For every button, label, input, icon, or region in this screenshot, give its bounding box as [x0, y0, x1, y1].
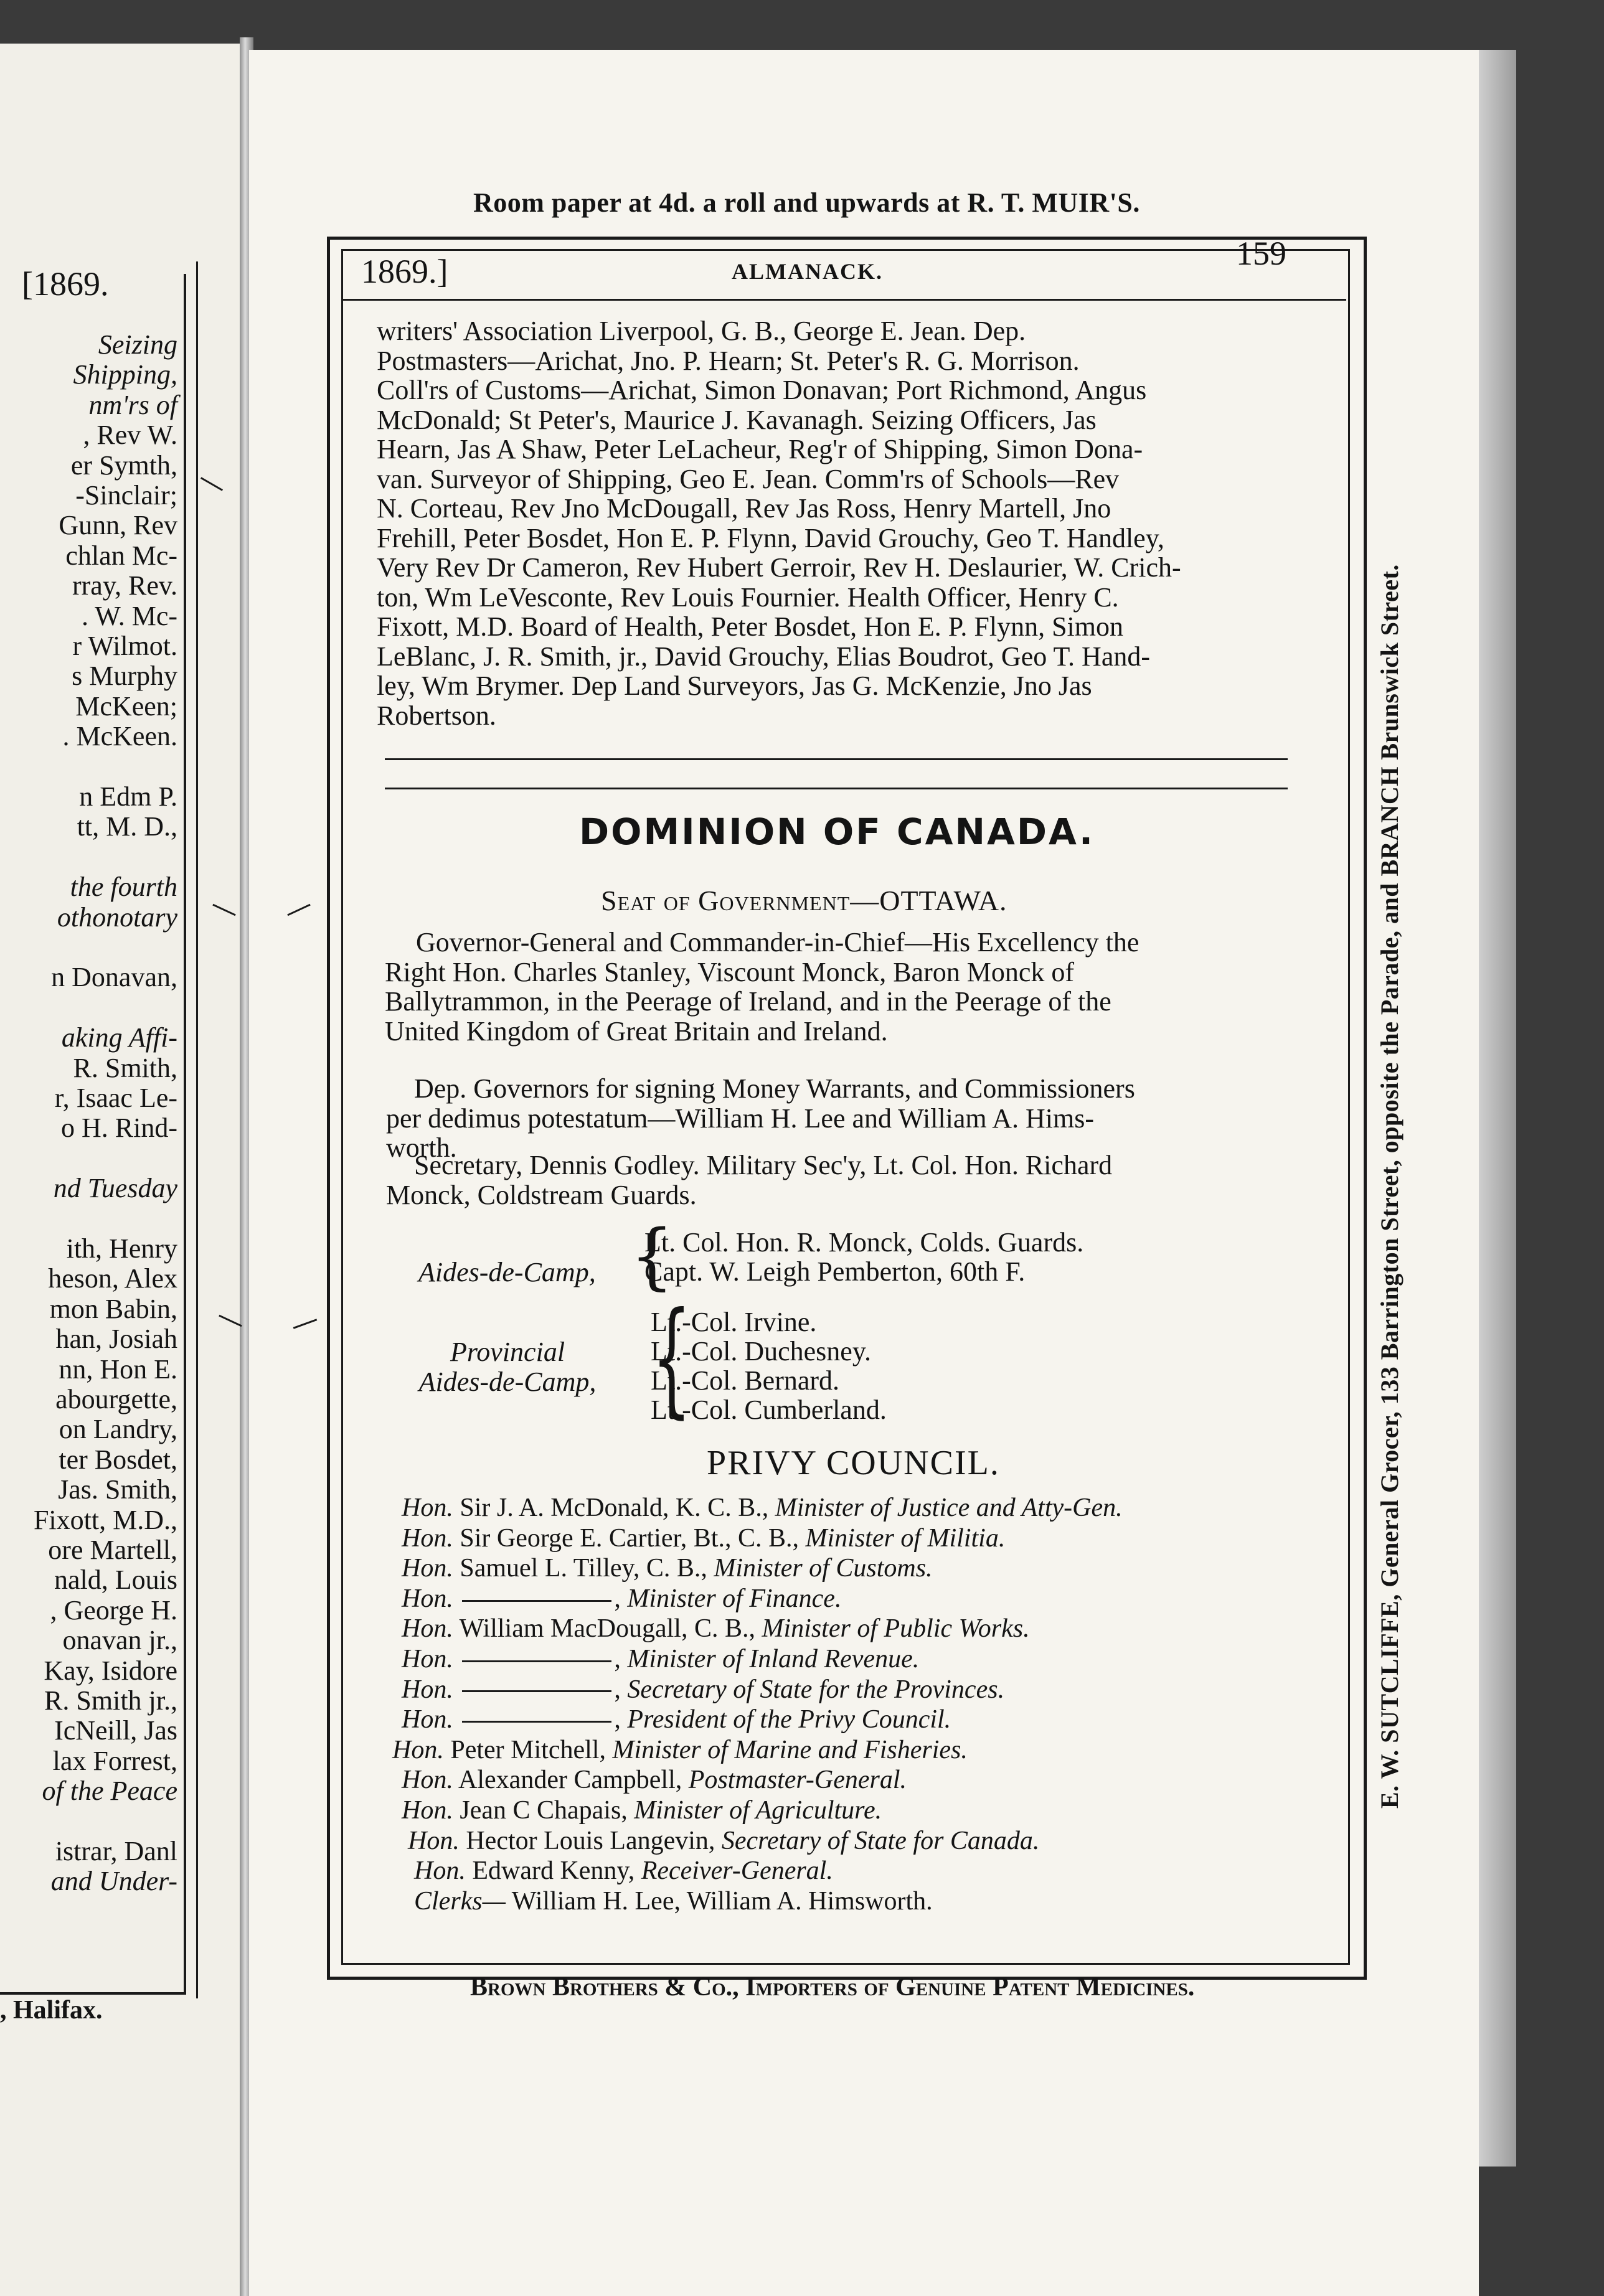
council-row — [408, 1826, 1123, 1856]
text-line: Postmasters—Arichat, Jno. P. Hearn; St. Peter's R. G. Morrison. — [377, 345, 1080, 376]
council-prefix: Hon. — [414, 1856, 466, 1886]
page-edge — [1479, 50, 1516, 2167]
left-page-line: ith, Henry — [66, 1233, 177, 1264]
left-page-line: s Murphy — [72, 661, 177, 692]
left-page-line: ter Bosdet, — [59, 1444, 177, 1475]
left-page-line: r Wilmot. — [72, 631, 177, 661]
top-advertisement: Room paper at 4d. a roll and upwards at R. T. MUIR'S. — [473, 187, 1140, 218]
left-page-line: o H. Rind- — [61, 1113, 177, 1144]
left-page-line: nd Tuesday — [53, 1173, 177, 1204]
text-line: Dep. Governors for signing Money Warrants, and Commissioners — [414, 1073, 1135, 1104]
bottom-advertisement: Brown Brothers & Co., Importers of Genuine Patent Medicines. — [470, 1973, 1195, 2002]
left-page-line: rray, Rev. — [72, 570, 177, 601]
council-member: Samuel L. Tilley, C. B., — [460, 1554, 707, 1583]
text-line: ton, Wm LeVesconte, Rev Louis Fournier. Health Officer, Henry C. — [377, 581, 1119, 613]
council-member: Alexander Campbell, — [458, 1766, 682, 1795]
council-row: Hon. , Minister of Finance. — [402, 1584, 842, 1613]
council-role: Minister of Militia. — [805, 1523, 1006, 1553]
vacant-dash — [462, 1721, 611, 1723]
section-rule-top — [385, 758, 1288, 760]
text-line: Right Hon. Charles Stanley, Viscount Monck, Baron Monck of — [385, 956, 1075, 987]
left-page-line: R. Smith jr., — [44, 1685, 177, 1716]
vacant-dash — [462, 1600, 611, 1602]
richmond-officials-paragraph — [377, 316, 1304, 730]
left-page-line: Kay, Isidore — [44, 1655, 177, 1686]
council-row — [414, 1886, 1123, 1917]
council-member: Jean C Chapais, — [460, 1795, 628, 1825]
left-page-line: IcNeill, Jas — [54, 1715, 177, 1746]
council-prefix: Hon. — [402, 1554, 453, 1583]
text-line: Ballytrammon, in the Peerage of Ireland, and in the Peerage of the — [385, 986, 1111, 1017]
left-page-line: Gunn, Rev — [59, 510, 177, 541]
council-row — [392, 1735, 1123, 1766]
vacant-dash — [462, 1690, 611, 1692]
text-line: van. Surveyor of Shipping, Geo E. Jean. Comm'rs of Schools—Rev — [377, 463, 1120, 494]
council-prefix: Hon. — [402, 1795, 453, 1825]
section-rule-bottom — [385, 788, 1288, 789]
text-line: LeBlanc, J. R. Smith, jr., David Grouchy, Elias Boudrot, Geo T. Hand- — [377, 641, 1151, 672]
left-page-line: Fixott, M.D., — [33, 1504, 177, 1535]
council-prefix: Hon. — [392, 1735, 444, 1764]
council-row: Hon. , Minister of Inland Revenue. — [402, 1644, 920, 1673]
text-line: Secretary, Dennis Godley. Military Sec'y, Lt. Col. Hon. Richard — [414, 1150, 1113, 1180]
left-page-line: . McKeen. — [62, 721, 177, 752]
council-row — [402, 1614, 1123, 1644]
text-line: Fixott, M.D. Board of Health, Peter Bosdet, Hon E. P. Flynn, Simon — [377, 611, 1123, 642]
text-line: ley, Wm Brymer. Dep Land Surveyors, Jas G. McKenzie, Jno Jas — [377, 670, 1092, 701]
left-page-line: lax Forrest, — [52, 1745, 177, 1776]
left-page-line: the fourth — [70, 872, 177, 903]
text-line: Monck, Coldstream Guards. — [386, 1179, 697, 1210]
council-role: President of the Privy Council. — [627, 1705, 951, 1734]
left-page-line: heson, Alex — [48, 1263, 177, 1294]
left-page-line: istrar, Danl — [55, 1836, 177, 1866]
aides-de-camp-list — [644, 1228, 1083, 1286]
list-item: Capt. W. Leigh Pemberton, 60th F. — [644, 1256, 1026, 1287]
left-page-line: han, Josiah — [55, 1324, 177, 1355]
provincial-aides-label — [395, 1337, 620, 1397]
left-page-line: onavan jr., — [62, 1625, 177, 1656]
council-member: Sir J. A. McDonald, K. C. B., — [460, 1494, 769, 1522]
council-row — [402, 1553, 1123, 1584]
vacant-dash — [462, 1660, 611, 1662]
left-page-line: chlan Mc- — [65, 540, 177, 571]
council-prefix: Hon. — [402, 1705, 453, 1734]
council-prefix: Hon. — [402, 1494, 453, 1522]
council-role: Minister of Agriculture. — [634, 1795, 882, 1825]
aides-de-camp-label: Aides-de-Camp, — [418, 1257, 596, 1287]
council-prefix: Hon. — [402, 1584, 453, 1613]
council-prefix: Hon. — [402, 1644, 453, 1673]
header-rule — [342, 299, 1346, 301]
left-page-line: nald, Louis — [54, 1564, 177, 1596]
council-role: Minister of Inland Revenue. — [627, 1644, 920, 1673]
left-page-line: r, Isaac Le- — [54, 1083, 177, 1113]
section-title: DOMINION OF CANADA. — [579, 811, 1095, 853]
text-line: writers' Association Liverpool, G. B., George E. Jean. Dep. — [377, 316, 1026, 346]
council-member: Hector Louis Langevin, — [466, 1826, 715, 1855]
text-line: Very Rev Dr Cameron, Rev Hubert Gerroir, Rev H. Deslaurier, W. Crich- — [377, 552, 1181, 583]
text-line: Frehill, Peter Bosdet, Hon E. P. Flynn, David Grouchy, Geo T. Handley, — [377, 522, 1164, 553]
list-item: Lt.-Col. Irvine. — [651, 1307, 817, 1337]
left-page-line: , Rev W. — [83, 420, 177, 451]
left-page-line: of the Peace — [42, 1776, 177, 1807]
council-prefix: Hon. — [408, 1826, 460, 1855]
privy-council-title: PRIVY COUNCIL. — [707, 1444, 1000, 1482]
council-prefix: Hon. — [402, 1675, 453, 1704]
council-row — [414, 1856, 1123, 1886]
left-page-line: tt, M. D., — [77, 811, 177, 842]
provincial-aides-list — [651, 1307, 887, 1424]
left-page-line: n Edm P. — [79, 781, 177, 812]
left-page-line: ore Martell, — [48, 1535, 177, 1565]
left-page-line: R. Smith, — [73, 1052, 177, 1083]
secretary-paragraph — [386, 1150, 1323, 1210]
council-role: Minister of Justice and Atty-Gen. — [775, 1494, 1123, 1522]
left-page-line: , George H. — [50, 1594, 177, 1626]
council-role: Secretary of State for the Provinces. — [627, 1675, 1005, 1704]
council-role: Minister of Marine and Fisheries. — [612, 1735, 968, 1764]
left-page-line: er Symth, — [70, 449, 177, 481]
left-page-line: on Landry, — [59, 1414, 177, 1445]
left-page-footer: , Halifax. — [0, 1996, 103, 2025]
text-line: Governor-General and Commander-in-Chief—His Excellency the — [416, 927, 1139, 957]
council-member: Edward Kenny, — [472, 1856, 635, 1886]
council-role: Receiver-General. — [641, 1856, 833, 1886]
text-line: worth. — [386, 1132, 457, 1163]
text-line: N. Corteau, Rev Jno McDougall, Rev Jas Ross, Henry Martell, Jno — [377, 493, 1111, 524]
left-page-line: abourgette, — [55, 1384, 177, 1414]
list-item: Lt.-Col. Bernard. — [651, 1365, 840, 1396]
left-page-line: n Donavan, — [51, 962, 177, 993]
council-role: Postmaster-General. — [688, 1766, 907, 1795]
council-role: Minister of Customs. — [714, 1554, 933, 1583]
council-role: Minister of Public Works. — [762, 1614, 1030, 1644]
list-item: Lt. Col. Hon. R. Monck, Colds. Guards. — [644, 1227, 1084, 1258]
council-member: Peter Mitchell, — [450, 1735, 606, 1764]
left-page-line: . W. Mc- — [82, 600, 177, 631]
privy-council-list — [392, 1493, 1123, 1916]
council-row — [402, 1795, 1123, 1826]
council-row: Hon. , Secretary of State for the Provinces. — [402, 1675, 1005, 1704]
label-line: Aides-de-Camp, — [418, 1367, 597, 1397]
council-role: Secretary of State for Canada. — [721, 1826, 1040, 1855]
label-line: Provincial — [450, 1337, 565, 1367]
left-page-line: mon Babin, — [49, 1293, 177, 1324]
council-row — [402, 1493, 1123, 1523]
aides-brace: { — [630, 1213, 674, 1298]
left-page-line: -Sinclair; — [75, 480, 177, 510]
seat-of-government: Seat of Government—OTTAWA. — [601, 885, 1007, 916]
left-page-line: othonotary — [57, 901, 177, 933]
left-page-line: Jas. Smith, — [58, 1474, 177, 1505]
left-page-year: [1869. — [22, 265, 109, 303]
council-prefix: Hon. — [402, 1614, 453, 1644]
left-page-line: McKeen; — [75, 690, 177, 722]
text-line: Hearn, Jas A Shaw, Peter LeLacheur, Reg'r of Shipping, Simon Dona- — [377, 434, 1143, 464]
left-page-line: nm'rs of — [88, 389, 177, 420]
council-member: William MacDougall, C. B., — [459, 1614, 756, 1644]
council-member: Sir George E. Cartier, Bt., C. B., — [460, 1523, 799, 1553]
header-year: 1869.] — [361, 253, 448, 290]
left-page-line: nn, Hon E. — [59, 1353, 177, 1385]
header-title: ALMANACK. — [732, 259, 883, 284]
list-item: Lt.-Col. Duchesney. — [651, 1336, 871, 1367]
text-line: Robertson. — [377, 700, 496, 731]
left-page-line: Seizing — [98, 329, 177, 360]
governor-general-paragraph — [385, 928, 1319, 1046]
side-advertisement: E. W. SUTCLIFFE, General Grocer, 133 Barrington Street, opposite the Parade, and BRANCH Brunswick Street. — [1375, 564, 1404, 1809]
council-prefix: Clerks— — [414, 1886, 506, 1916]
council-row — [402, 1765, 1123, 1795]
text-line: per dedimus potestatum—William H. Lee and William A. Hims- — [386, 1103, 1094, 1134]
text-line: United Kingdom of Great Britain and Ireland. — [385, 1015, 888, 1047]
list-item: Lt.-Col. Cumberland. — [651, 1395, 887, 1425]
text-line: McDonald; St Peter's, Maurice J. Kavanagh. Seizing Officers, Jas — [377, 404, 1097, 435]
left-page-line: Shipping, — [73, 359, 177, 390]
text-line: Coll'rs of Customs—Arichat, Simon Donavan; Port Richmond, Angus — [377, 375, 1147, 405]
council-row — [402, 1523, 1123, 1554]
provincial-brace: { — [651, 1286, 692, 1431]
left-page-line: and Under- — [50, 1866, 177, 1897]
page-number: 159 — [1236, 235, 1286, 272]
council-role: Minister of Finance. — [627, 1584, 842, 1613]
council-prefix: Hon. — [402, 1523, 453, 1553]
council-member: William H. Lee, William A. Himsworth. — [511, 1886, 933, 1916]
council-row: Hon. , President of the Privy Council. — [402, 1705, 951, 1734]
council-prefix: Hon. — [402, 1766, 453, 1795]
left-page-line: aking Affi- — [61, 1022, 177, 1053]
